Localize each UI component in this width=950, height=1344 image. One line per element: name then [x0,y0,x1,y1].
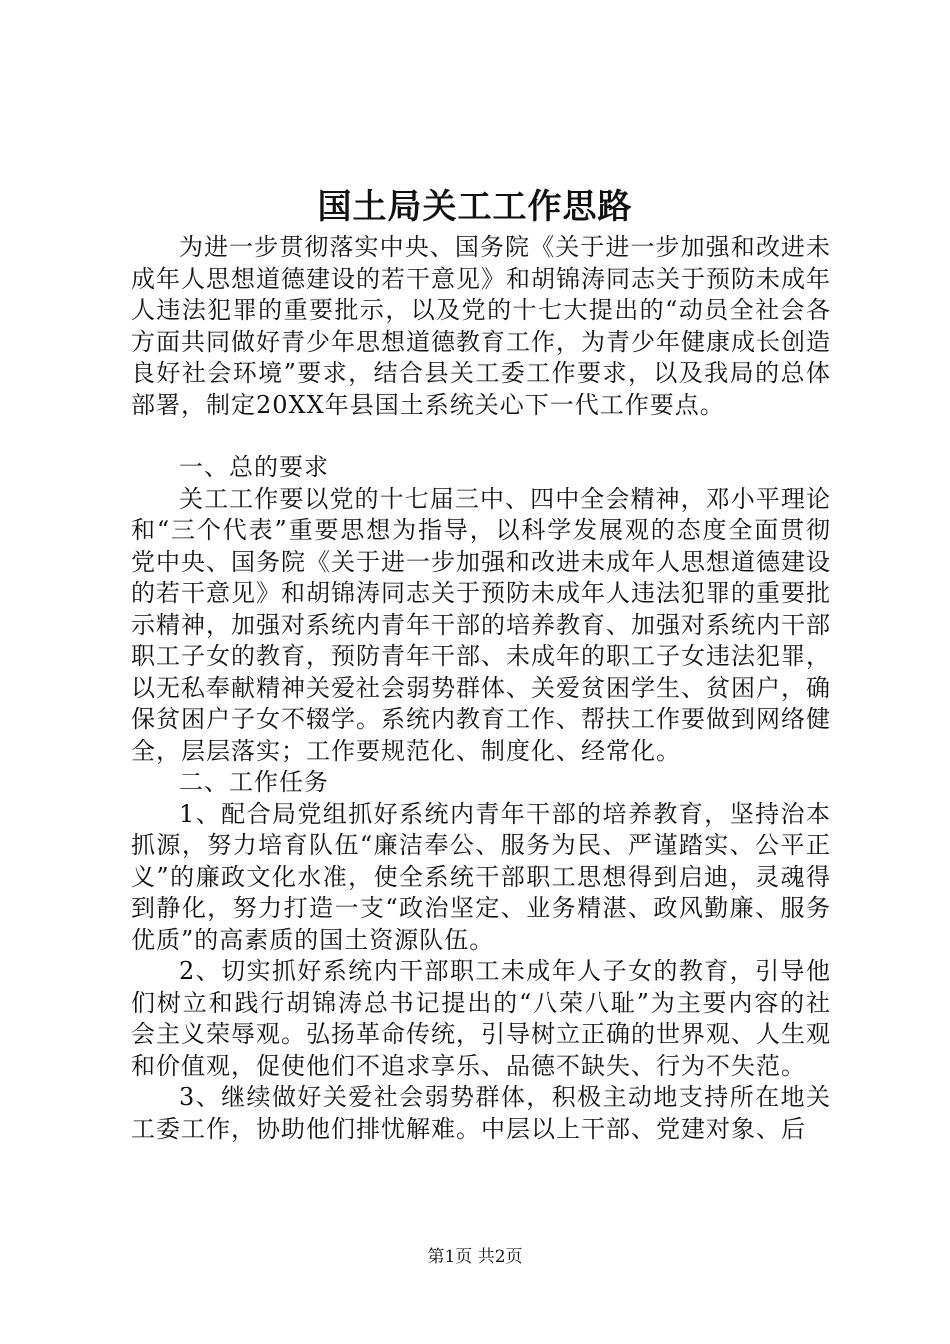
general-requirements-paragraph: 关工工作要以党的十七届三中、四中全会精神，邓小平理论和“三个代表”重要思想为指导，以科学发展观的态度全面贯彻党中央、国务院《关于进一步加强和改进未成年人思想道德建设的若干意见》和胡锦涛同志关于预防未成年人违法犯罪的重要批示精神，加强对系统内青年干部的培养教育、加强对系统内干部职工子女的教育，预防青年干部、未成年的职工子女违法犯罪，以无私奉献精神关爱社会弱势群体、关爱贫困学生、贫困户，确保贫困户子女不辍学。系统内教育工作、帮扶工作要做到网络健全，层层落实；工作要规范化、制度化、经常化。 [131,484,831,765]
section-heading-general: 一、总的要求 [179,453,329,481]
page-footer: 第1页 共2页 [427,1247,523,1267]
intro-paragraph: 为进一步贯彻落实中央、国务院《关于进一步加强和改进未成年人思想道德建设的若干意见》和胡锦涛同志关于预防未成年人违法犯罪的重要批示，以及党的十七大提出的“动员全社会各方面共同做好青少年思想道德教育工作，为青少年健康成长创造良好社会环境”要求，结合县关工委工作要求，以及我局的总体部署，制定20XX年县国土系统关心下一代工作要点。 [131,233,831,419]
task-paragraph-3: 3、继续做好关爱社会弱势群体，积极主动地支持所在地关工委工作，协助他们排忧解难。中层以上干部、党建对象、后 [131,1083,831,1143]
task-paragraph-2: 2、切实抓好系统内干部职工未成年人子女的教育，引导他们树立和践行胡锦涛总书记提出的“八荣八耻”为主要内容的社会主义荣辱观。弘扬革命传统，引导树立正确的世界观、人生观和价值观，促使他们不追求享乐、品德不缺失、行为不失范。 [131,957,831,1080]
document-title: 国土局关工工作思路 [317,187,633,227]
section-heading-tasks: 二、工作任务 [179,768,329,796]
task-paragraph-1: 1、配合局党组抓好系统内青年干部的培养教育，坚持治本抓源，努力培育队伍“廉洁奉公、服务为民、严谨踏实、公平正义”的廉政文化水准，使全系统干部职工思想得到启迪，灵魂得到静化，努力打造一支“政治坚定、业务精湛、政风勤廉、服务优质”的高素质的国土资源队伍。 [131,799,831,954]
document-body [131,232,831,1145]
